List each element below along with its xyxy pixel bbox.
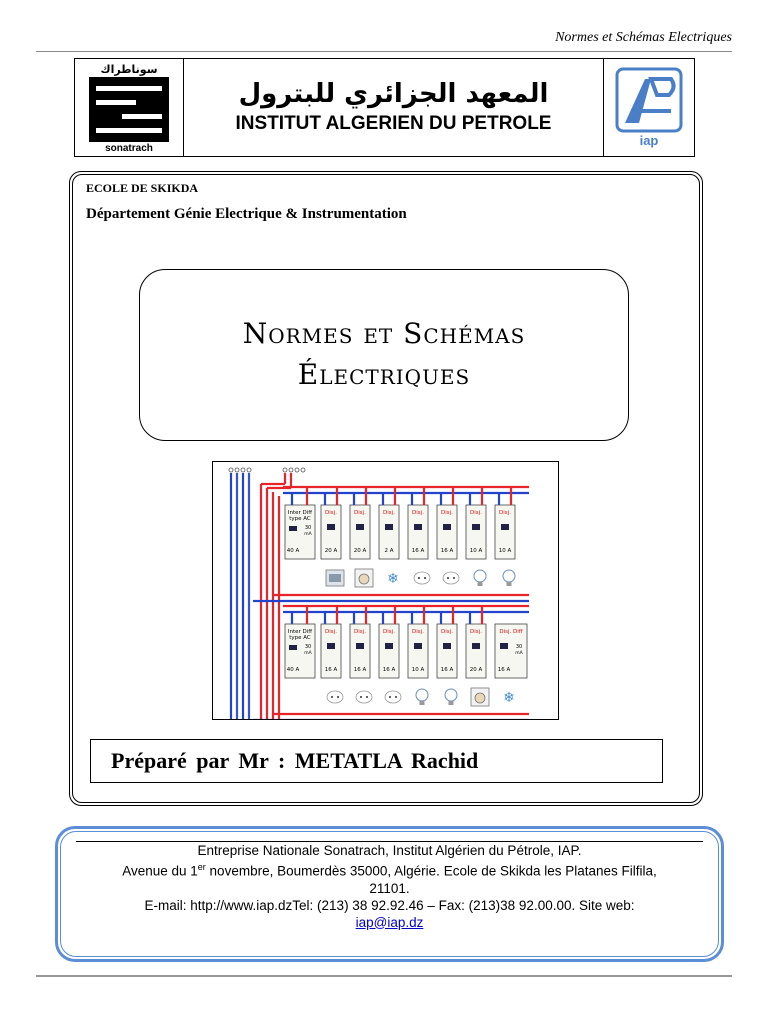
washer-door: [475, 693, 485, 703]
top-row-breaker-rating: 16 A: [440, 548, 454, 554]
top-row-breaker-toggle: [414, 524, 422, 530]
bottom-row-breaker-label: Disj.: [383, 629, 395, 635]
iap-logo-cell: [604, 59, 694, 156]
bottom-row-main-rating: 40 A: [286, 667, 300, 673]
email-link[interactable]: iap@iap.dz: [355, 914, 424, 930]
bottom-row-main-toggle: [289, 645, 297, 650]
bottom-row-diff-toggle: [500, 643, 508, 649]
bottom-row-breaker-label: Disj.: [412, 629, 424, 635]
top-row-breaker-label: Disj.: [325, 510, 337, 516]
top-row-breaker-label: Disj.: [470, 510, 482, 516]
socket-pin: [389, 696, 391, 698]
bottom-row-breaker-label: Disj.: [470, 629, 482, 635]
socket-pin: [331, 696, 333, 698]
header-rule: [36, 51, 732, 52]
contact-line-3: 21101.: [369, 880, 410, 896]
bottom-row-breaker-toggle: [414, 643, 422, 649]
top-row-breaker-rating: 10 A: [498, 548, 512, 554]
washer-door: [359, 574, 369, 584]
bulb-base: [507, 582, 512, 586]
socket-icon: [443, 572, 459, 584]
electrical-panel-figure: [212, 461, 559, 720]
bottom-row-breaker-toggle: [327, 643, 335, 649]
socket-pin: [366, 696, 368, 698]
bulb-icon: [445, 689, 457, 701]
top-row-breaker-rating: 16 A: [411, 548, 425, 554]
terminal-screw: [289, 468, 293, 472]
title-line-2: Électriques: [297, 358, 471, 391]
bottom-row-diff-label: Disj. Diff: [499, 629, 523, 635]
fan-icon: ❄: [503, 690, 515, 706]
top-row-breaker-toggle: [356, 524, 364, 530]
latin-institution-name: INSTITUT ALGERIEN DU PETROLE: [235, 112, 552, 134]
contact-line-2-sup: er: [197, 862, 206, 872]
top-row-main-sens-unit: mA: [304, 532, 312, 537]
author-line: Préparé par Mr : METATLA Rachid: [111, 748, 479, 773]
bottom-row-diff-sens-unit: mA: [515, 651, 523, 656]
bottom-row-breaker-rating: 16 A: [382, 667, 396, 673]
top-row-breaker-label: Disj.: [441, 510, 453, 516]
top-row-breaker-toggle: [501, 524, 509, 530]
terminal-screw: [247, 468, 251, 472]
top-row-breaker-toggle: [385, 524, 393, 530]
bottom-row-breaker-toggle: [443, 643, 451, 649]
bottom-row-diff-sens: 30: [515, 644, 523, 650]
bulb-base: [478, 582, 483, 586]
sonatrach-arabic: سوناطراك: [100, 62, 158, 76]
contact-line-2-pre: Avenue du 1: [122, 863, 198, 879]
terminal-screw: [229, 468, 233, 472]
top-row-breaker-rating: 20 A: [324, 548, 338, 554]
bottom-row-breaker-toggle: [385, 643, 393, 649]
running-head: Normes et Schémas Electriques: [555, 30, 732, 45]
top-row-breaker-rating: 10 A: [469, 548, 483, 554]
bottom-row-diff-rating: 16 A: [497, 667, 511, 673]
socket-icon: [327, 691, 343, 703]
bottom-row-main-label-2: type AC: [289, 635, 311, 641]
bulb-base: [420, 701, 425, 705]
electrical-panel-diagram: [213, 462, 558, 719]
bottom-row-main-label-1: Inter Diff: [287, 629, 313, 635]
bottom-row-breaker-rating: 20 A: [469, 667, 483, 673]
department-name: Département Génie Electrique & Instrumentation: [86, 206, 407, 222]
contact-line-2-post: novembre, Boumerdès 35000, Algérie. Ecole de Skikda les Platanes Filfila,: [205, 863, 657, 879]
contact-line-2: [76, 859, 703, 880]
top-row-breaker-toggle: [472, 524, 480, 530]
bottom-row-breaker-toggle: [472, 643, 480, 649]
institution-title: [184, 59, 604, 156]
bulb-icon: [474, 570, 486, 582]
terminal-screw: [295, 468, 299, 472]
footer-rule: [36, 975, 732, 977]
bottom-row-main-sens-unit: mA: [304, 651, 312, 656]
bulb-base: [449, 701, 454, 705]
bulb-icon: [416, 689, 428, 701]
top-row-main-label-2: type AC: [289, 516, 311, 522]
socket-pin: [360, 696, 362, 698]
top-row-breaker-label: Disj.: [354, 510, 366, 516]
terminal-screw: [301, 468, 305, 472]
socket-pin: [453, 577, 455, 579]
terminal-screw: [241, 468, 245, 472]
top-row-breaker-label: Disj.: [412, 510, 424, 516]
top-row-breaker-rating: 20 A: [353, 548, 367, 554]
top-row-main-label-1: Inter Diff: [287, 510, 313, 516]
socket-pin: [337, 696, 339, 698]
terminal-screw: [235, 468, 239, 472]
bottom-row-breaker-label: Disj.: [354, 629, 366, 635]
title-box: [139, 269, 629, 441]
sonatrach-logo: [86, 62, 172, 154]
top-row-main-rating: 40 A: [286, 548, 300, 554]
bottom-row-breaker-rating: 16 A: [440, 667, 454, 673]
terminal-screw: [283, 468, 287, 472]
bottom-row-breaker-toggle: [356, 643, 364, 649]
socket-pin: [418, 577, 420, 579]
contact-line-1: Entreprise Nationale Sonatrach, Institut Algérien du Pétrole, IAP.: [197, 843, 582, 858]
fan-icon: ❄: [387, 571, 399, 587]
title-line-1: Normes et Schémas: [242, 317, 526, 351]
iap-brand: iap: [639, 132, 659, 148]
top-row-breaker-toggle: [443, 524, 451, 530]
top-row-main-sens: 30: [304, 525, 312, 531]
socket-icon: [414, 572, 430, 584]
socket-pin: [424, 577, 426, 579]
bottom-row-breaker-rating: 16 A: [353, 667, 367, 673]
top-row-breaker-toggle: [327, 524, 335, 530]
top-row-breaker-rating: 2 A: [384, 548, 394, 554]
iap-logo: [611, 65, 687, 151]
bottom-row-main-sens: 30: [304, 644, 312, 650]
bottom-row-breaker-rating: 16 A: [324, 667, 338, 673]
socket-pin: [447, 577, 449, 579]
contact-line-4: E-mail: http://www.iap.dzTel: (213) 38 92.92.46 – Fax: (213)38 92.00.00. Site web:: [144, 897, 635, 913]
arabic-institution-name: المعهد الجزائري للبترول: [238, 79, 549, 110]
bulb-icon: [503, 570, 515, 582]
top-row-main-toggle: [289, 526, 297, 531]
sonatrach-logo-cell: [75, 59, 184, 156]
contact-block: [76, 842, 703, 931]
school-name: ECOLE DE SKIKDA: [86, 181, 199, 195]
bottom-row-breaker-label: Disj.: [325, 629, 337, 635]
socket-icon: [356, 691, 372, 703]
bottom-row-breaker-rating: 10 A: [411, 667, 425, 673]
socket-icon: [385, 691, 401, 703]
sonatrach-brand: sonatrach: [105, 142, 153, 154]
oven-window: [329, 574, 341, 582]
author-box: [90, 739, 663, 783]
top-row-breaker-label: Disj.: [383, 510, 395, 516]
top-row-breaker-label: Disj.: [499, 510, 511, 516]
socket-pin: [395, 696, 397, 698]
bottom-row-breaker-label: Disj.: [441, 629, 453, 635]
institution-header: [74, 58, 695, 157]
